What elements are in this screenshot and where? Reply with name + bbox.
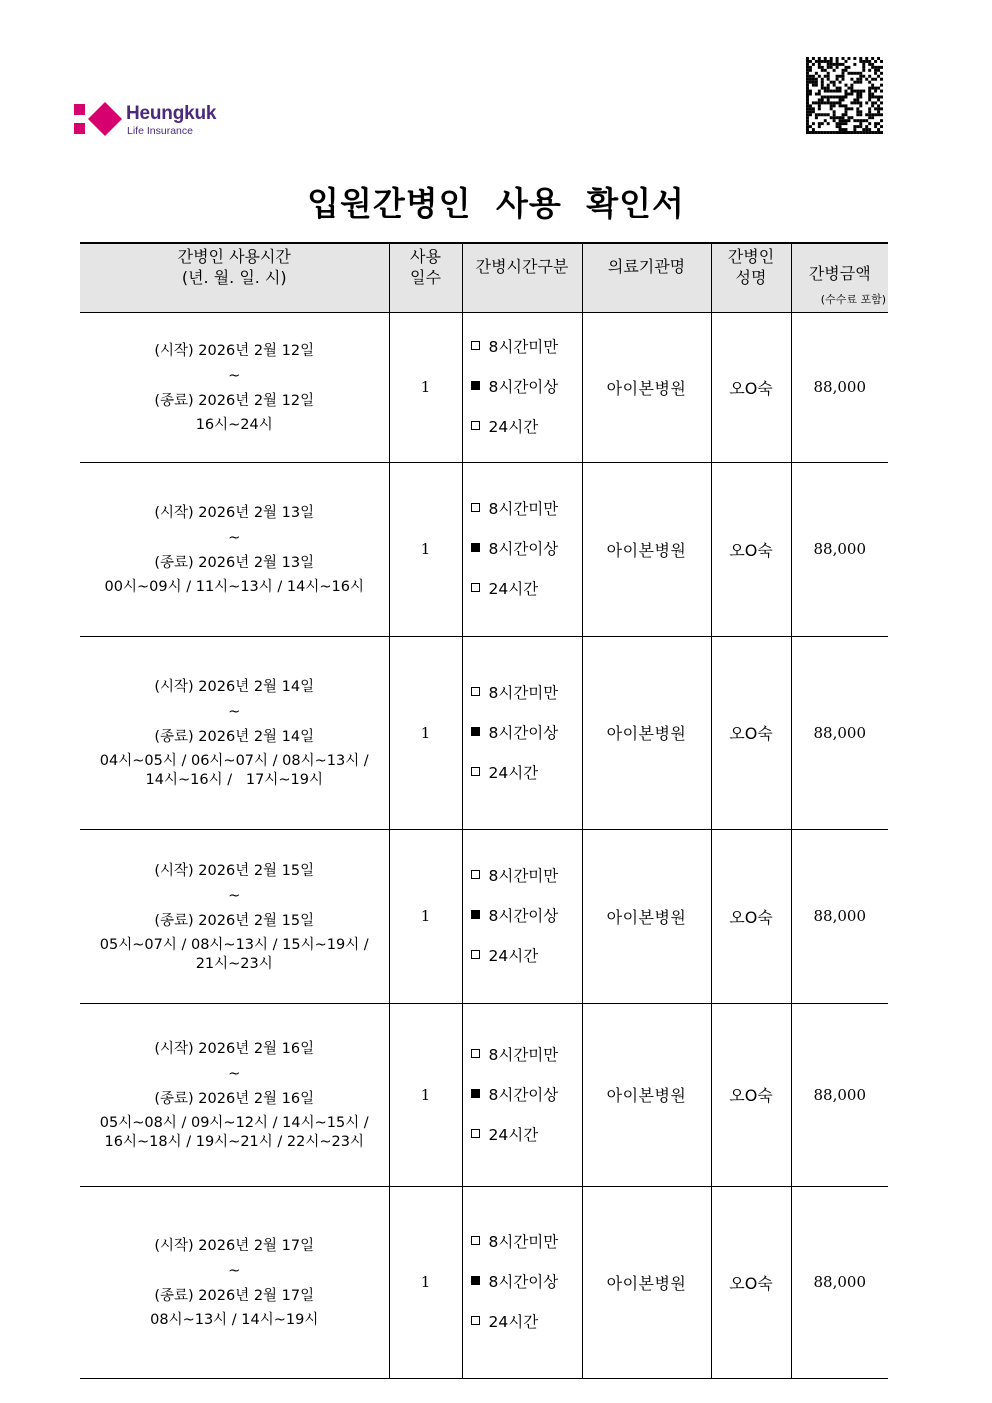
caregiver-name-cell: 오O숙 xyxy=(711,1186,791,1378)
unchecked-box-icon xyxy=(471,421,480,430)
time-type-label: 24시간 xyxy=(488,763,539,782)
header-period-line1: 간병인 사용시간 xyxy=(177,247,291,266)
amount-cell: 88,000 xyxy=(791,462,888,636)
header-days xyxy=(389,243,462,312)
period-hours: 08시~13시 / 14시~19시 xyxy=(150,1312,319,1328)
header-days-line2: 일수 xyxy=(410,268,441,287)
unchecked-box-icon xyxy=(471,687,480,696)
document-title: 입원간병인 사용 확인서 xyxy=(307,184,685,223)
time-type-option xyxy=(471,1302,582,1342)
caregiver-name-cell: 오O숙 xyxy=(711,1003,791,1186)
period-cell xyxy=(80,312,389,462)
hospital-cell: 아이본병원 xyxy=(582,1186,711,1378)
period-start: (시작) 2026년 2월 13일 xyxy=(154,505,315,521)
caregiver-name-cell: 오O숙 xyxy=(711,312,791,462)
period-tilde: ~ xyxy=(228,368,241,384)
header-caregiver-line1: 간병인 xyxy=(727,247,775,266)
table-row xyxy=(80,462,888,636)
time-type-label: 24시간 xyxy=(488,418,539,436)
period-cell xyxy=(80,1186,389,1378)
caregiver-name-cell: 오O숙 xyxy=(711,462,791,636)
caregiver-name-cell: 오O숙 xyxy=(711,829,791,1003)
days-cell: 1 xyxy=(389,462,462,636)
period-tilde: ~ xyxy=(228,1066,241,1082)
time-type-label: 8시간미만 xyxy=(488,338,559,356)
time-type-option xyxy=(471,936,582,976)
heungkuk-logo-icon xyxy=(74,102,124,136)
period-end: (종료) 2026년 2월 15일 xyxy=(154,912,315,929)
period-cell xyxy=(80,829,389,1003)
logo-company-name: Heungkuk xyxy=(126,103,217,124)
hospital-cell: 아이본병원 xyxy=(582,829,711,1003)
hospital-cell: 아이본병원 xyxy=(582,1003,711,1186)
period-cell xyxy=(80,636,389,829)
time-type-option xyxy=(471,1035,582,1075)
datamatrix-code-icon xyxy=(806,57,883,134)
days-cell: 1 xyxy=(389,636,462,829)
unchecked-box-icon xyxy=(471,583,480,592)
time-type-cell xyxy=(462,1003,582,1186)
period-cell xyxy=(80,1003,389,1186)
amount-cell: 88,000 xyxy=(791,636,888,829)
header-type: 간병시간구분 xyxy=(462,243,582,312)
amount-cell: 88,000 xyxy=(791,1186,888,1378)
header-period xyxy=(80,243,389,312)
time-type-label: 8시간이상 xyxy=(488,540,559,558)
period-hours: 05시~07시 / 08시~13시 / 15시~19시 / 21시~23시 xyxy=(99,936,369,972)
period-start: (시작) 2026년 2월 17일 xyxy=(154,1238,315,1254)
checked-box-icon xyxy=(471,1089,480,1098)
time-type-option xyxy=(471,673,582,713)
time-type-label: 8시간이상 xyxy=(488,378,559,396)
time-type-option xyxy=(471,1115,582,1155)
checked-box-icon xyxy=(471,910,480,919)
time-type-cell xyxy=(462,462,582,636)
time-type-option xyxy=(471,529,582,569)
checked-box-icon xyxy=(471,543,480,552)
header-hospital: 의료기관명 xyxy=(582,243,711,312)
checked-box-icon xyxy=(471,381,480,390)
days-cell: 1 xyxy=(389,1186,462,1378)
logo-company-subtitle: Life Insurance xyxy=(127,125,193,137)
period-end: (종료) 2026년 2월 13일 xyxy=(154,555,315,571)
table-row xyxy=(80,1003,888,1186)
time-type-label: 8시간미만 xyxy=(488,1045,559,1064)
hospital-cell: 아이본병원 xyxy=(582,312,711,462)
time-type-label: 8시간이상 xyxy=(488,723,559,742)
header-amount-label: 간병금액 xyxy=(808,264,871,284)
table-row xyxy=(80,1186,888,1378)
time-type-option xyxy=(471,569,582,609)
header-caregiver xyxy=(711,243,791,312)
time-type-option xyxy=(471,753,582,793)
amount-cell: 88,000 xyxy=(791,1003,888,1186)
unchecked-box-icon xyxy=(471,950,480,959)
time-type-option xyxy=(471,896,582,936)
unchecked-box-icon xyxy=(471,767,480,776)
time-type-option xyxy=(471,713,582,753)
period-start: (시작) 2026년 2월 16일 xyxy=(154,1041,315,1057)
period-hours: 04시~05시 / 06시~07시 / 08시~13시 / 14시~16시 / 17시~19시 xyxy=(99,753,369,788)
time-type-label: 8시간이상 xyxy=(488,907,559,925)
time-type-cell xyxy=(462,829,582,1003)
time-type-cell xyxy=(462,636,582,829)
amount-cell: 88,000 xyxy=(791,829,888,1003)
header-days-line1: 사용 xyxy=(410,247,441,266)
days-cell: 1 xyxy=(389,829,462,1003)
unchecked-box-icon xyxy=(471,1049,480,1058)
unchecked-box-icon xyxy=(471,1129,480,1138)
time-type-option xyxy=(471,1262,582,1302)
header-amount-note: (수수료 포함) xyxy=(820,292,886,306)
unchecked-box-icon xyxy=(471,503,480,512)
time-type-label: 24시간 xyxy=(488,1313,539,1331)
table-row xyxy=(80,829,888,1003)
caregiver-usage-table xyxy=(80,242,888,1379)
period-cell xyxy=(80,462,389,636)
time-type-cell xyxy=(462,312,582,462)
time-type-option xyxy=(471,367,582,407)
table-row xyxy=(80,312,888,462)
time-type-option xyxy=(471,489,582,529)
period-start: (시작) 2026년 2월 15일 xyxy=(154,862,315,879)
period-tilde: ~ xyxy=(228,887,241,904)
time-type-label: 8시간미만 xyxy=(488,683,559,702)
days-cell: 1 xyxy=(389,1003,462,1186)
time-type-option xyxy=(471,1222,582,1262)
period-tilde: ~ xyxy=(228,530,241,546)
time-type-label: 24시간 xyxy=(488,947,539,965)
checked-box-icon xyxy=(471,727,480,736)
unchecked-box-icon xyxy=(471,1316,480,1325)
period-start: (시작) 2026년 2월 14일 xyxy=(154,679,315,695)
hospital-cell: 아이본병원 xyxy=(582,636,711,829)
unchecked-box-icon xyxy=(471,1236,480,1245)
period-tilde: ~ xyxy=(228,704,241,720)
checked-box-icon xyxy=(471,1276,480,1285)
period-end: (종료) 2026년 2월 12일 xyxy=(154,393,315,409)
period-tilde: ~ xyxy=(228,1263,241,1279)
hospital-cell: 아이본병원 xyxy=(582,462,711,636)
header-amount xyxy=(791,243,888,312)
company-logo xyxy=(74,102,244,142)
period-end: (종료) 2026년 2월 14일 xyxy=(154,729,315,745)
days-cell: 1 xyxy=(389,312,462,462)
header-period-line2: (년. 월. 일. 시) xyxy=(181,268,287,287)
table-row xyxy=(80,636,888,829)
period-hours: 00시~09시 / 11시~13시 / 14시~16시 xyxy=(104,579,364,595)
time-type-option xyxy=(471,856,582,896)
header-caregiver-line2: 성명 xyxy=(735,268,767,287)
amount-cell: 88,000 xyxy=(791,312,888,462)
time-type-label: 24시간 xyxy=(488,1125,539,1144)
time-type-label: 8시간이상 xyxy=(488,1085,559,1104)
time-type-label: 24시간 xyxy=(488,580,539,598)
time-type-label: 8시간미만 xyxy=(488,500,559,518)
period-start: (시작) 2026년 2월 12일 xyxy=(154,343,315,359)
time-type-cell xyxy=(462,1186,582,1378)
period-end: (종료) 2026년 2월 17일 xyxy=(154,1288,315,1304)
time-type-option xyxy=(471,327,582,367)
time-type-label: 8시간이상 xyxy=(488,1273,559,1291)
caregiver-name-cell: 오O숙 xyxy=(711,636,791,829)
time-type-option xyxy=(471,407,582,447)
time-type-label: 8시간미만 xyxy=(488,867,559,885)
unchecked-box-icon xyxy=(471,341,480,350)
time-type-label: 8시간미만 xyxy=(488,1233,559,1251)
unchecked-box-icon xyxy=(471,870,480,879)
period-hours: 05시~08시 / 09시~12시 / 14시~15시 / 16시~18시 / 19시~21시 / 22시~23시 xyxy=(99,1115,369,1150)
time-type-option xyxy=(471,1075,582,1115)
period-hours: 16시~24시 xyxy=(195,417,273,433)
period-end: (종료) 2026년 2월 16일 xyxy=(154,1091,315,1107)
